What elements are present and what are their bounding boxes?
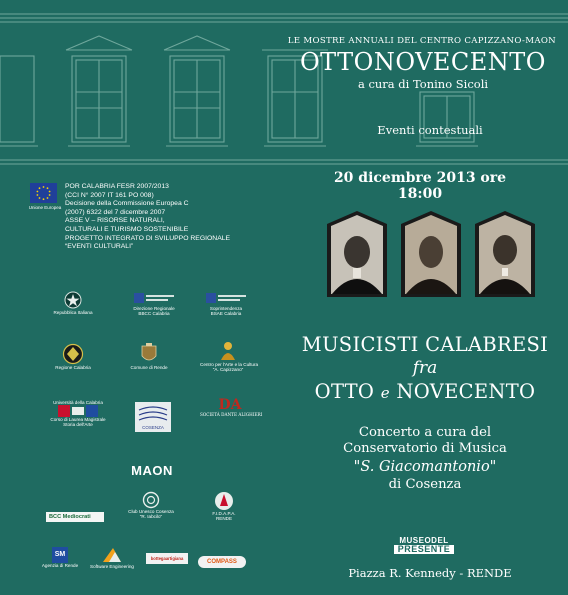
club-unesco-logo: Club Unesco Cosenza "R. Iabcilo" — [124, 491, 178, 519]
ministry-icon — [206, 292, 246, 306]
exhibition-series-label: LE MOSTRE ANNUALI DEL CENTRO CAPIZZANO-MAON — [287, 36, 556, 46]
eu-caption: Unione Europea — [28, 205, 62, 210]
funding-line: PROGETTO INTEGRATO DI SVILUPPO REGIONALE — [65, 234, 231, 242]
funding-line: ASSE V – RISORSE NATURALI, — [65, 217, 165, 225]
portrait-musician-2 — [400, 210, 462, 298]
unical-mark-icon — [58, 405, 98, 417]
funding-line: (CCI N° 2007 IT 161 PO 008) — [65, 191, 154, 199]
funding-line: POR CALABRIA FESR 2007/2013 — [65, 183, 169, 190]
concert-line: Concerto a cura del — [358, 425, 492, 440]
soprintendenza-logo: Soprintendenza BSAE Calabria — [196, 292, 256, 316]
regione-crest-icon — [62, 343, 84, 365]
comune-crest-icon — [140, 343, 158, 365]
svg-text:COSENZA: COSENZA — [142, 425, 164, 430]
event-title-line-1: MUSICISTI CALABRESI — [301, 333, 549, 356]
direzione-logo: Direzione Regionale BBCC Calabria — [124, 292, 184, 316]
fidapa-logo: F.I.D.A.P.A. RENDE — [204, 491, 244, 521]
dante-logo: DA SOCIETÀ DANTE ALIGHIERI — [200, 397, 263, 417]
software-logo: Software Engineering — [86, 546, 138, 569]
funding-line: (2007) 6322 del 7 dicembre 2007 — [65, 208, 166, 216]
fidapa-icon — [214, 491, 234, 511]
cosenza-logo — [134, 402, 172, 432]
event-title-line-3: OTTO e NOVECENTO — [314, 380, 536, 403]
unical-logo: Università della Calabria Corso di Laurea Magistrale Storia dell'Arte — [50, 400, 106, 428]
funding-line: CULTURALI E TURISMO SOSTENIBILE — [65, 225, 189, 233]
maon-logo: MAON — [131, 463, 173, 478]
regione-logo: Regione Calabria — [48, 343, 98, 370]
portrait-musician-1 — [326, 210, 388, 298]
event-title-line-2: fra — [412, 358, 438, 378]
funding-line: “EVENTI CULTURALI” — [65, 243, 134, 251]
comune-logo: Comune di Rende — [124, 343, 174, 370]
bcc-logo: BCC Mediocrati — [46, 512, 104, 522]
eu-flag-icon — [30, 183, 57, 203]
capizzano-logo: Centro per l'Arte e la Cultura "A. Capizzano" — [200, 340, 256, 372]
italian-emblem-icon — [63, 290, 83, 310]
agenzia-logo: SM Agenzia di Rende — [40, 547, 80, 568]
software-engineering-icon — [101, 546, 123, 564]
capizzano-figure-icon — [218, 340, 238, 362]
bottega-logo: bottegaartigiana — [146, 553, 188, 564]
compass-logo: COMPASS — [198, 556, 246, 568]
funding-text — [65, 183, 231, 252]
concert-line: Conservatorio di Musica — [343, 441, 507, 456]
concert-line: "S. Giacomantonio" — [353, 459, 497, 475]
curator-line: a cura di Tonino Sicoli — [357, 77, 489, 91]
concert-line: di Cosenza — [388, 477, 462, 492]
events-label: Eventi contestuali — [377, 123, 483, 137]
portrait-musician-3 — [474, 210, 536, 298]
exhibition-title: OTTONOVECENTO — [300, 48, 546, 76]
event-date: 20 dicembre 2013 ore 18:00 — [333, 170, 507, 202]
museo-del-presente-logo: MUSEODEL PRESENTE — [394, 536, 454, 554]
cosenza-wave-icon — [135, 402, 171, 432]
funding-line: Decisione della Commissione Europea C — [65, 200, 189, 208]
venue-address: Piazza R. Kennedy - RENDE — [348, 566, 512, 580]
ministry-icon — [134, 292, 174, 306]
repubblica-logo: Repubblica Italiana — [48, 290, 98, 315]
club-unesco-icon — [142, 491, 160, 509]
dante-mark: DA — [218, 397, 242, 413]
